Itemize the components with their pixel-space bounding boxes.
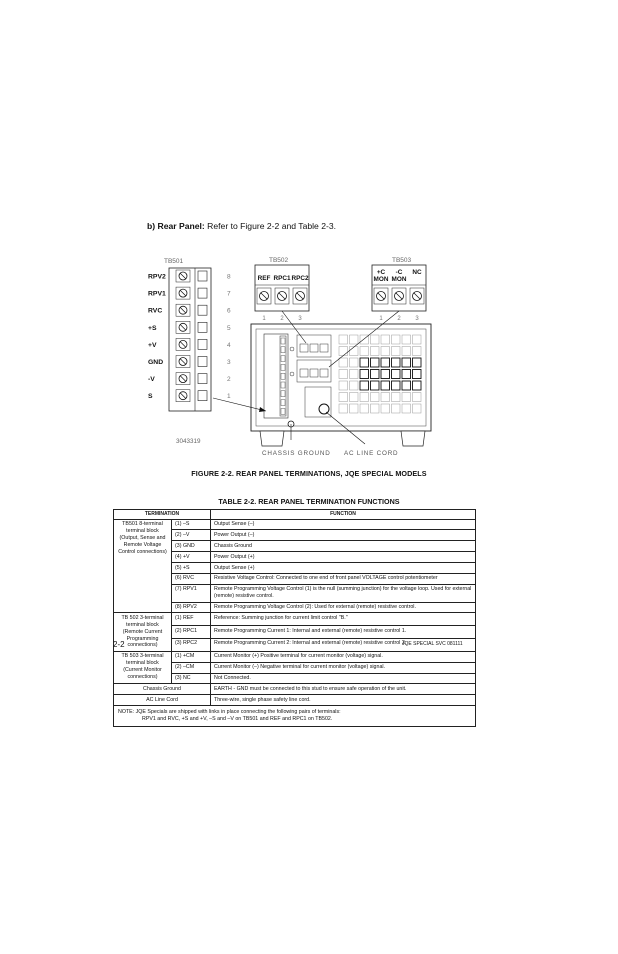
function-cell: Three-wire, single phase safety line cord.	[211, 695, 476, 706]
table-row	[114, 613, 476, 626]
single-row-name: Chassis Ground	[114, 684, 211, 695]
tb502-terminal-number: 2	[280, 316, 284, 322]
function-cell: Chassis Ground	[211, 541, 476, 552]
tb503-screw	[395, 292, 404, 301]
terminal-cell: (1) REF	[172, 613, 211, 626]
tb502-screw	[278, 292, 287, 301]
page-number: 2-2	[113, 640, 125, 649]
tb501-terminal-label: +V	[148, 341, 157, 349]
function-cell: Remote Programming Voltage Control (1) is the null (summing junction) for the voltage loop. Used for external (remote) resistive control.	[211, 584, 476, 602]
terminal-cell: (2) –CM	[172, 662, 211, 673]
tb502-terminal-number: 1	[262, 316, 266, 322]
tb501-terminal-number: 3	[227, 359, 231, 366]
tb501-screw	[179, 392, 187, 400]
terminal-cell: (5) +S	[172, 563, 211, 574]
tb501-terminal-label: RPV2	[148, 273, 166, 281]
tb501-terminal-label: RPV1	[148, 290, 166, 298]
chassis-ground-label: CHASSIS GROUND	[262, 450, 331, 457]
terminal-cell: (3) NC	[172, 673, 211, 684]
tb503-title: TB503	[392, 257, 412, 264]
terminal-cell: (3) RPC2	[172, 638, 211, 651]
rear-panel-figure	[0, 0, 618, 470]
tb501-terminal-label: -V	[148, 376, 155, 384]
tb501-terminal-number: 7	[227, 290, 231, 298]
tb502-terminal-label: REF	[257, 275, 271, 282]
terminal-cell: (4) +V	[172, 552, 211, 563]
terminal-cell: (2) RPC1	[172, 626, 211, 639]
tb502-terminal-label: RPC2	[291, 275, 309, 282]
terminal-cell: (3) GND	[172, 541, 211, 552]
tb501-terminal-number: 8	[227, 273, 231, 281]
tb501-terminal-number: 6	[227, 307, 231, 315]
group-name: TB 503 3-terminal terminal block (Current Monitor connections)	[114, 651, 172, 684]
termination-table	[113, 509, 476, 727]
ac-line-cord-label: AC LINE CORD	[344, 450, 399, 457]
tb503-terminal-number: 3	[415, 316, 419, 322]
header-termination: TERMINATION	[114, 510, 211, 520]
tb501-terminal-number: 2	[227, 376, 231, 384]
tb502-screw	[260, 292, 269, 301]
chassis-rear-panel	[251, 324, 431, 446]
function-cell: Remote Programming Current 2: Internal and external (remote) resistive control 2.	[211, 638, 476, 651]
terminal-cell: (6) RVC	[172, 573, 211, 584]
function-cell: Not Connected.	[211, 673, 476, 684]
group-name: TB 502 3-terminal terminal block (Remote Current Programming connections)	[114, 613, 172, 651]
tb502-screw	[296, 292, 305, 301]
table-row	[114, 695, 476, 706]
tb501-terminal-number: 1	[227, 393, 231, 401]
table-row	[114, 651, 476, 662]
tb502-title: TB502	[269, 257, 289, 264]
tb501-screw	[179, 323, 187, 331]
function-cell: Reference: Summing junction for current limit control "B."	[211, 613, 476, 626]
tb501-screw	[179, 289, 187, 297]
function-cell: Remote Programming Voltage Control (2): Used for external (remote) resistive control.	[211, 602, 476, 613]
terminal-cell: (7) RPV1	[172, 584, 211, 602]
function-cell: Remote Programming Current 1: Internal and external (remote) resistive control 1.	[211, 626, 476, 639]
intro-bold: b) Rear Panel:	[147, 221, 205, 231]
table-row	[114, 519, 476, 530]
tb503-terminal-label-top: +C	[376, 269, 386, 276]
function-cell: Output Sense (+)	[211, 563, 476, 574]
tb501-screw	[179, 272, 187, 280]
group-name: TB501 8-terminal terminal block (Output, Sense and Remote Voltage Control connections)	[114, 519, 172, 613]
function-cell: Power Output (–)	[211, 530, 476, 541]
function-cell: Current Monitor (–) Negative terminal for current monitor (voltage) signal.	[211, 662, 476, 673]
drawing-number: 3043319	[176, 438, 201, 445]
tb502-terminal-number: 3	[298, 316, 302, 322]
terminal-cell: (1) +CM	[172, 651, 211, 662]
table-row	[114, 684, 476, 695]
note-line-2: RPV1 and RVC, +S and +V, –S and –V on TB501 and REF and RPC1 on TB502.	[142, 716, 333, 722]
tb503-terminal-label-top: -C	[395, 269, 403, 276]
tb503-screw	[413, 292, 422, 301]
function-cell: Output Sense (–)	[211, 519, 476, 530]
tb501-screw	[179, 306, 187, 314]
single-row-name: AC Line Cord	[114, 695, 211, 706]
table-note	[114, 706, 476, 727]
tb503-terminal-label-bottom: MON	[391, 276, 407, 283]
tb503-terminal-number: 2	[397, 316, 401, 322]
doc-id: JQE SPECIAL SVC 081111	[402, 641, 463, 647]
header-function: FUNCTION	[211, 510, 476, 520]
table-note-row	[114, 706, 476, 727]
tb501-screw	[179, 375, 187, 383]
function-cell: Power Output (+)	[211, 552, 476, 563]
function-cell: Resistive Voltage Control: Connected to one end of front panel VOLTAGE control potentiometer	[211, 573, 476, 584]
intro-text: Refer to Figure 2-2 and Table 2-3.	[204, 221, 337, 231]
function-cell: Current Monitor (+) Positive terminal for current monitor (voltage) signal.	[211, 651, 476, 662]
note-line-1: NOTE: JQE Specials are shipped with links in place connecting the following pairs of terminals:	[118, 709, 341, 716]
tb501-terminal-number: 4	[227, 341, 231, 349]
tb502-terminal-label: RPC1	[273, 275, 291, 282]
tb501-terminal-label: S	[148, 393, 153, 401]
terminal-cell: (1) –S	[172, 519, 211, 530]
tb501-terminal-label: GND	[148, 359, 164, 366]
tb501-terminal-number: 5	[227, 324, 231, 332]
tb501-terminal-label: +S	[148, 324, 157, 332]
table-title: TABLE 2-2. REAR PANEL TERMINATION FUNCTIONS	[218, 497, 400, 506]
figure-caption: FIGURE 2-2. REAR PANEL TERMINATIONS, JQE SPECIAL MODELS	[191, 469, 427, 478]
tb503-terminal-label-bottom: MON	[373, 276, 389, 283]
tb503-terminal-label-top: NC	[412, 269, 422, 276]
tb501-screw	[179, 358, 187, 366]
terminal-cell: (8) RPV2	[172, 602, 211, 613]
tb503-screw	[377, 292, 386, 301]
function-cell: EARTH - GND must be connected to this stud to ensure safe operation of the unit.	[211, 684, 476, 695]
tb501-terminal-label: RVC	[148, 307, 163, 315]
tb501-title: TB501	[164, 258, 184, 265]
terminal-cell: (2) –V	[172, 530, 211, 541]
tb501-screw	[179, 340, 187, 348]
tb503-terminal-number: 1	[379, 316, 383, 322]
